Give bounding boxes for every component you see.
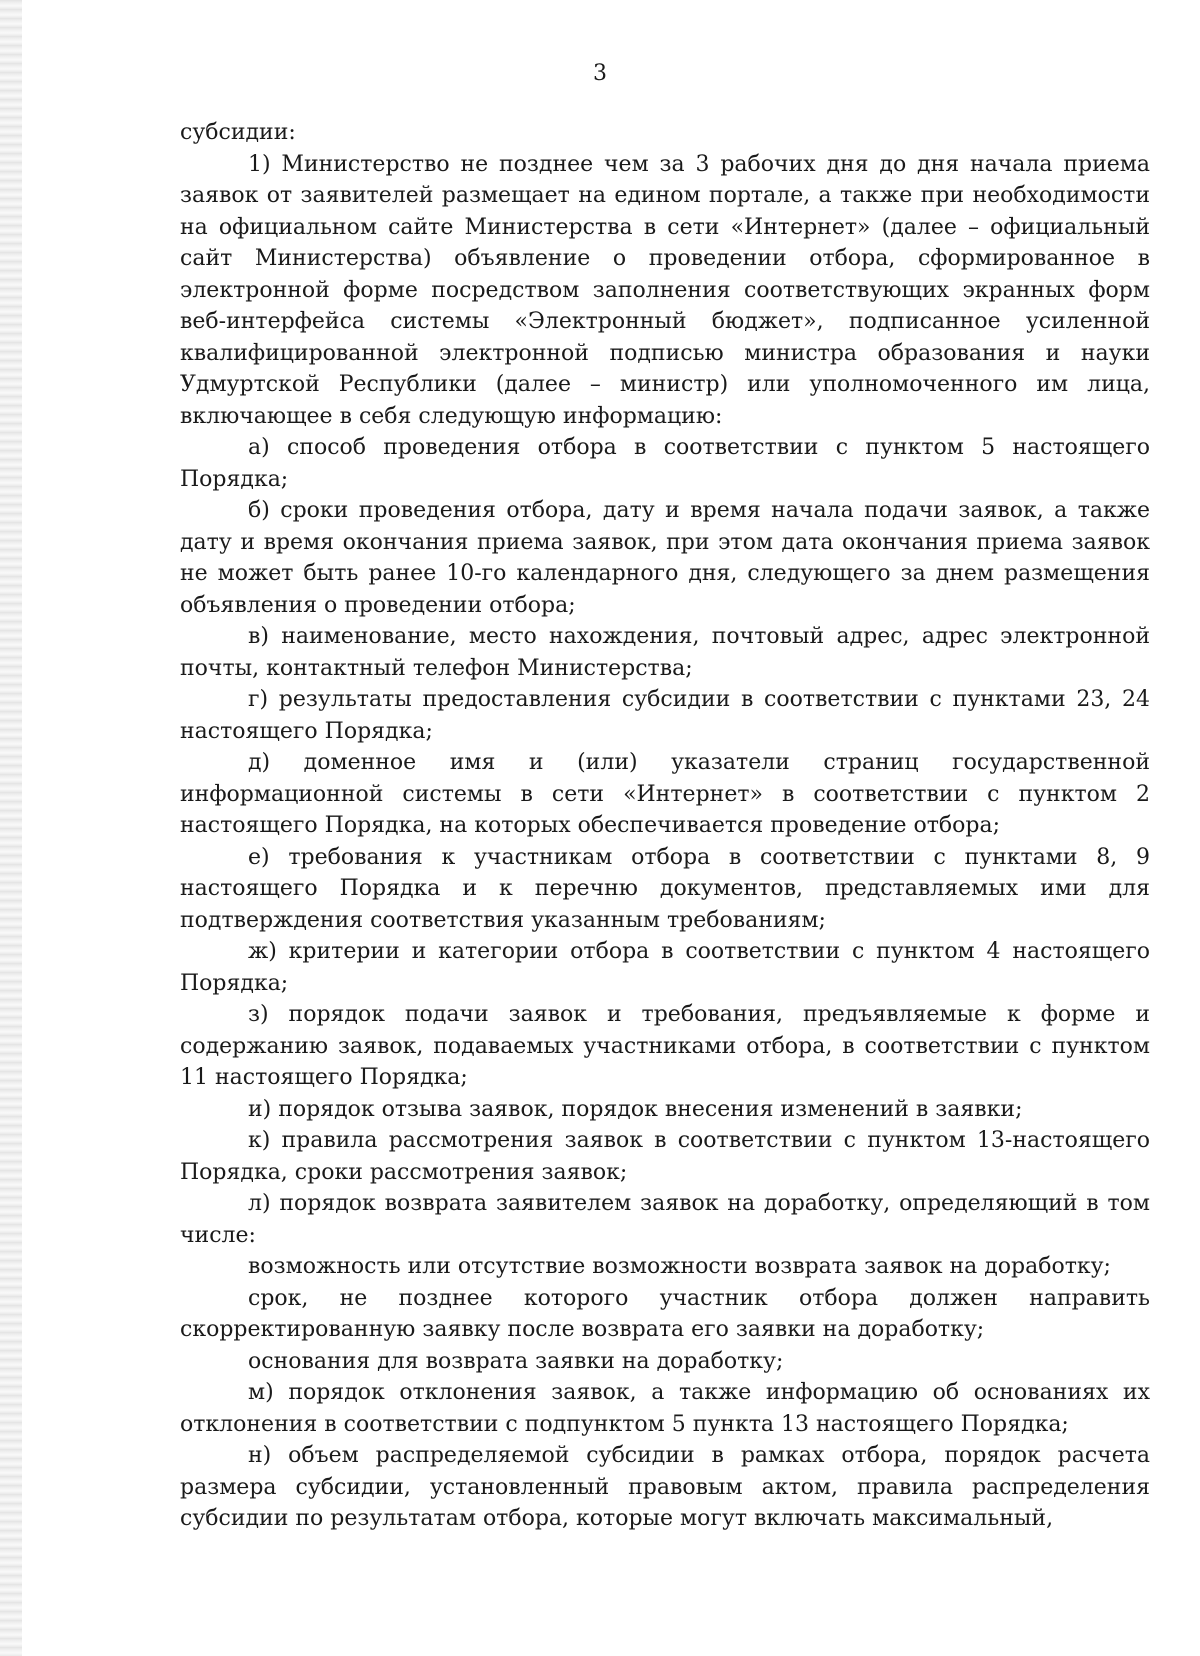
paragraph-subitem-grounds: основания для возврата заявки на доработку;: [248, 1348, 784, 1374]
paragraph-item-a: а) способ проведения отбора в соответствии с пунктом 5 настоящего Порядка;: [180, 435, 1150, 492]
paragraph-subitem-deadline: срок, не позднее которого участник отбора должен направить скорректированную заявку после возврата его заявки на доработку;: [180, 1285, 1150, 1342]
paragraph-item-b: б) сроки проведения отбора, дату и время начала подачи заявок, а также дату и время окончания приема заявок, при этом дата окончания приема заявок не может быть ранее 10-го календарного дня, следующего за днем размещения объявления о проведении отбора;: [180, 498, 1150, 618]
paragraph-intro: субсидии:: [180, 120, 296, 145]
paragraph-item-i: и) порядок отзыва заявок, порядок внесения изменений в заявки;: [248, 1096, 1023, 1122]
paragraph-item-n: н) объем распределяемой субсидии в рамках отбора, порядок расчета размера субсидии, установленный правовым актом, правила распределения субсидии по результатам отбора, которые могут включать максимальный,: [180, 1443, 1150, 1531]
paragraph-item-l: л) порядок возврата заявителем заявок на доработку, определяющий в том числе:: [180, 1191, 1150, 1248]
paragraph-item-m: м) порядок отклонения заявок, а также информацию об основаниях их отклонения в соответствии с подпунктом 5 пункта 13 настоящего Порядка;: [180, 1380, 1150, 1437]
paragraph-item-v: в) наименование, место нахождения, почтовый адрес, адрес электронной почты, контактный телефон Министерства;: [180, 624, 1150, 681]
paragraph-item-zh: ж) критерии и категории отбора в соответствии с пунктом 4 настоящего Порядка;: [180, 939, 1150, 996]
paragraph-item-e: е) требования к участникам отбора в соответствии с пунктами 8, 9 настоящего Порядка и к перечню документов, представляемых ими для подтверждения соответствия указанным требованиям;: [180, 844, 1150, 933]
paragraph-item-d: д) доменное имя и (или) указатели страниц государственной информационной системы в сети «Интернет» в соответствии с пунктом 2 настоящего Порядка, на которых обеспечивается проведение отбора;: [180, 750, 1150, 838]
paragraph-item-1: 1) Министерство не позднее чем за 3 рабочих дня до дня начала приема заявок от заявителей размещает на едином портале, а также при необходимости на официальном сайте Министерства в сети «Интернет» (далее – официальный сайт Министерства) объявление о проведении отбора, сформированное в электронной форме посредством заполнения соответствующих экранных форм веб-интерфейса системы «Электронный бюджет», подписанное усиленной квалифицированной электронной подписью министра образования и науки Удмуртской Республики (далее – министр) или уполномоченного им лица, включающее в себя следующую информацию:: [180, 151, 1150, 429]
paragraph-item-g: г) результаты предоставления субсидии в соответствии с пунктами 23, 24 настоящего Порядка;: [180, 687, 1150, 744]
page-number: 3: [593, 61, 607, 86]
document-body: [180, 117, 1150, 1535]
paragraph-subitem-possibility: возможность или отсутствие возможности возврата заявок на доработку;: [248, 1254, 1111, 1279]
paragraph-item-k: к) правила рассмотрения заявок в соответствии с пунктом 13-настоящего Порядка, сроки рассмотрения заявок;: [180, 1128, 1150, 1185]
paragraph-item-z: з) порядок подачи заявок и требования, предъявляемые к форме и содержанию заявок, подаваемых участниками отбора, в соответствии с пунктом 11 настоящего Порядка;: [180, 1002, 1150, 1090]
